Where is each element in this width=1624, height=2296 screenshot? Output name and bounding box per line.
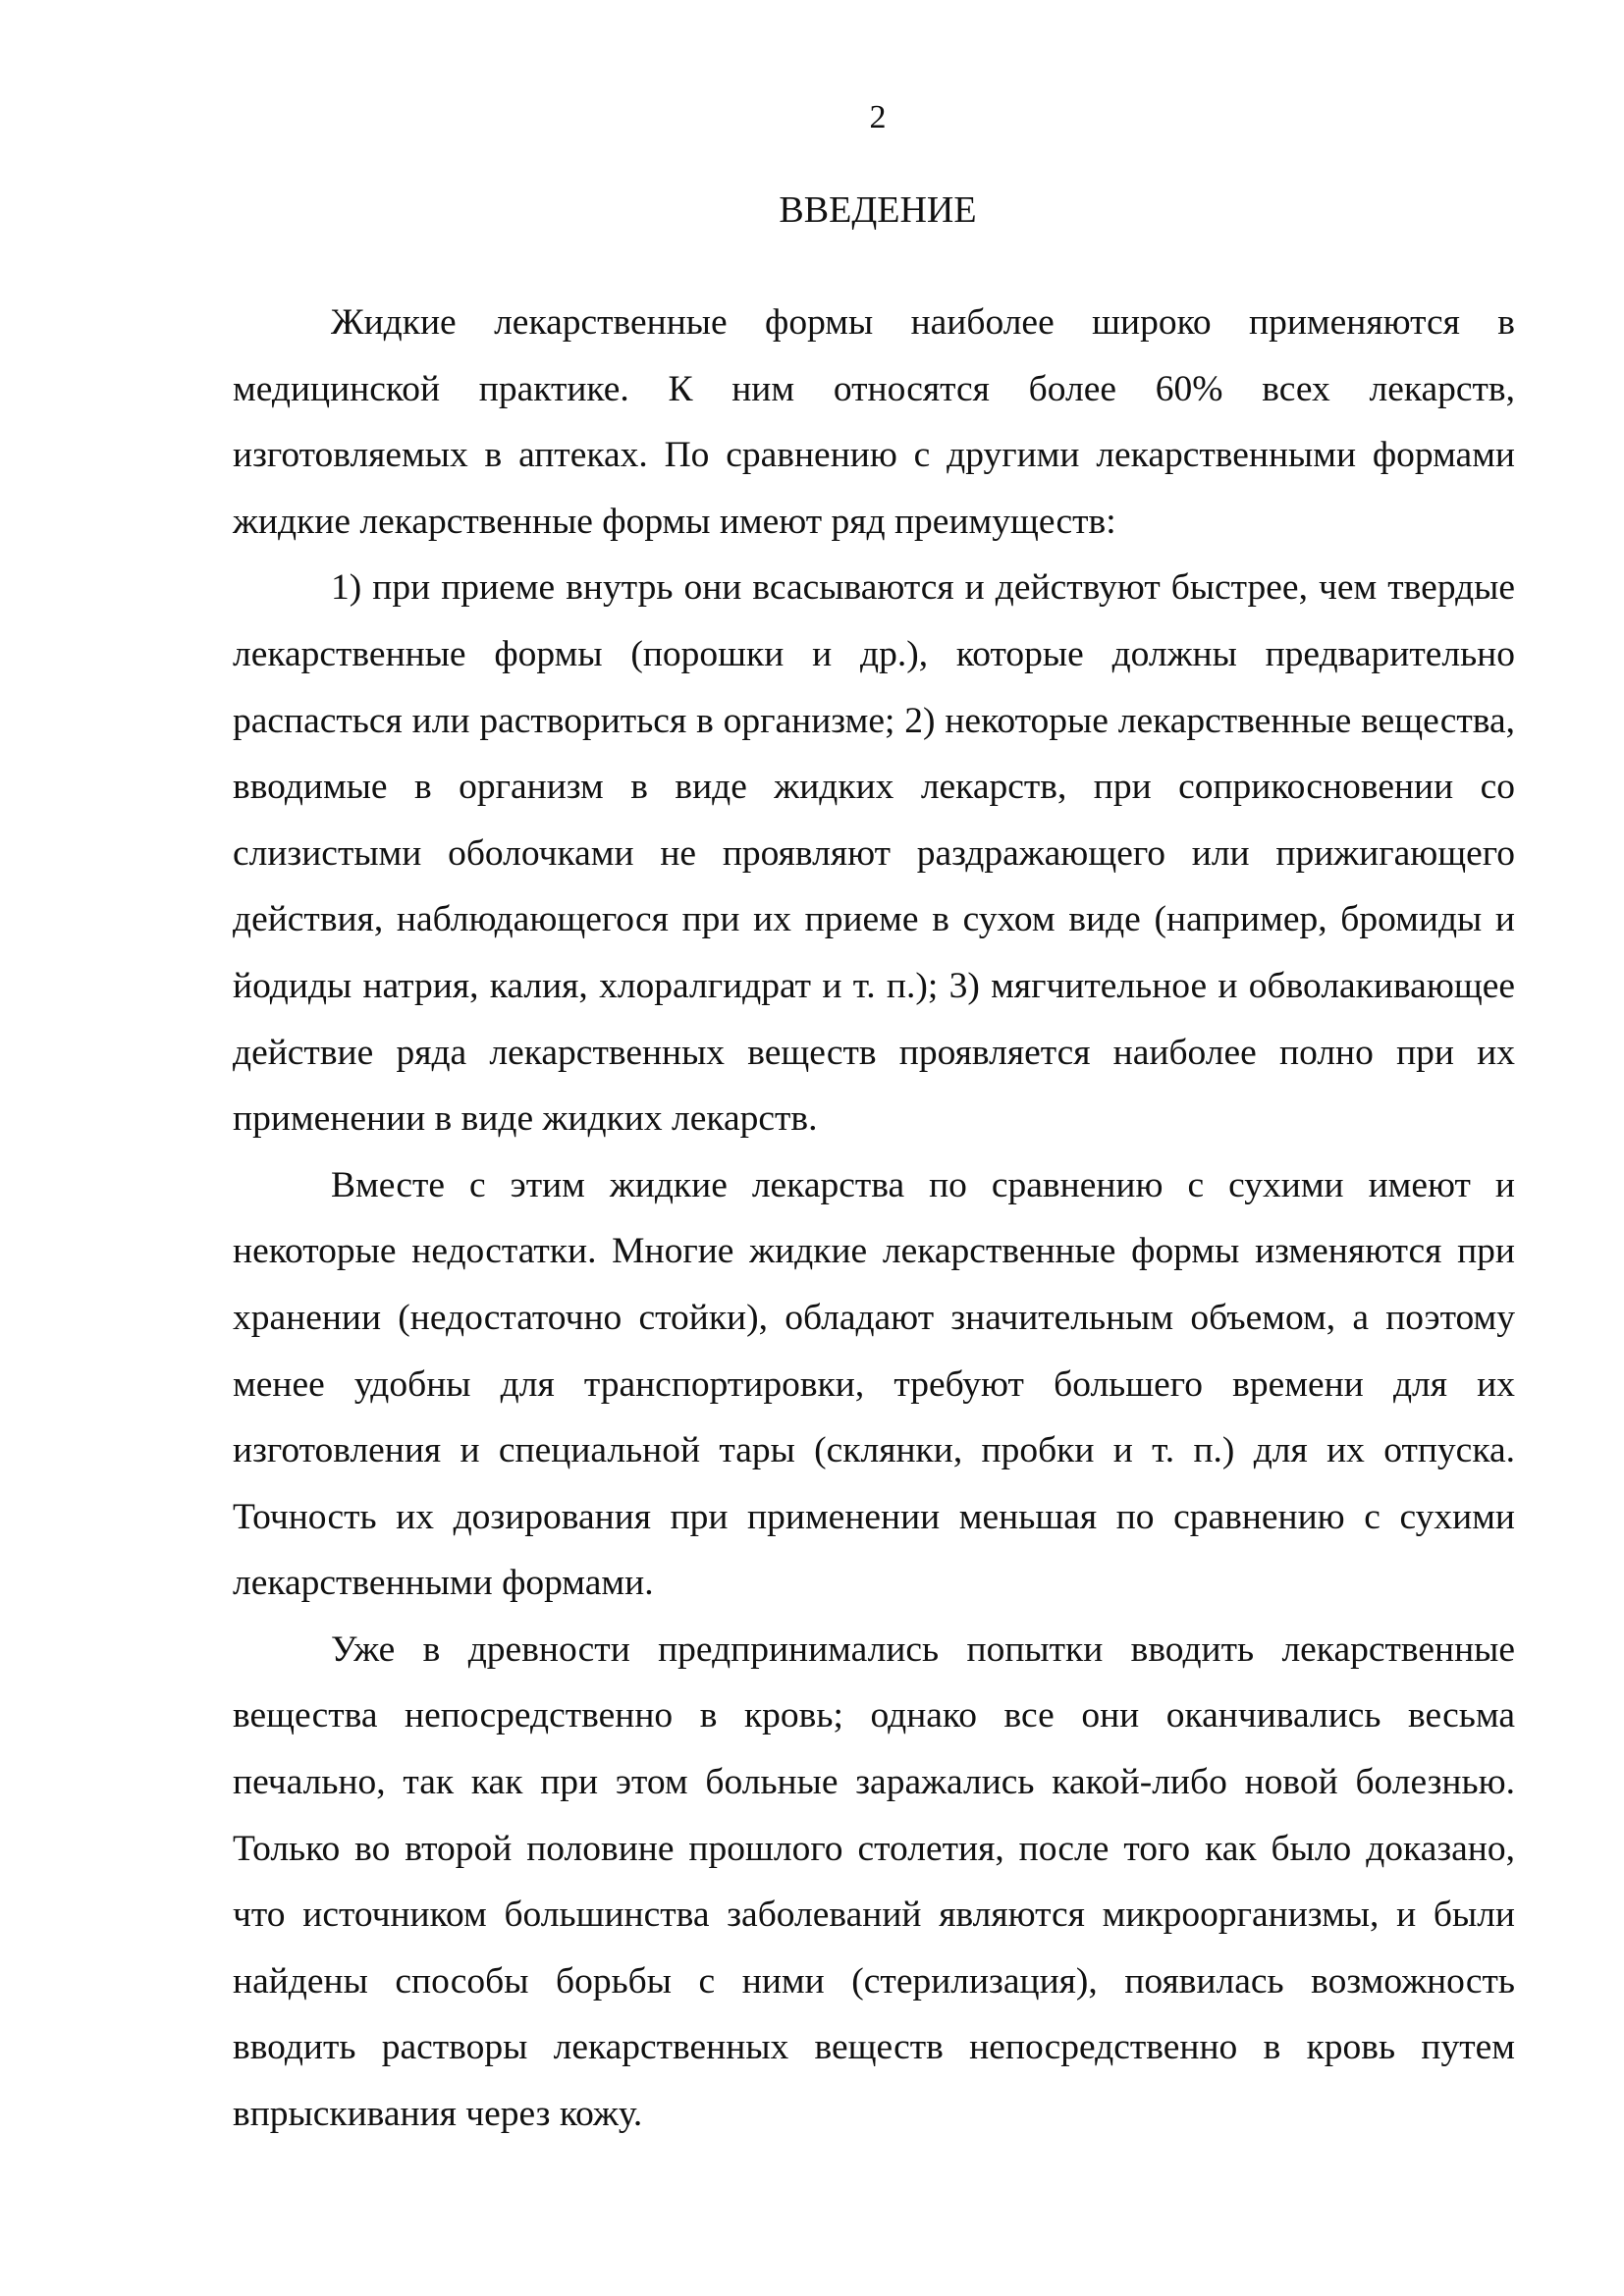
section-heading: ВВЕДЕНИЕ xyxy=(779,189,977,231)
paragraph-2: 1) при приеме внутрь они всасываются и действуют быстрее, чем твердые лекарственные формы (порошки и др.), которые должны предварительно распасться или раствориться в организме; 2) некоторые лекарственные вещества, вводимые в организм в виде жидких лекарств, при соприкосновении со слизистыми оболочками не проявляют раздражающего или прижигающего действия, наблюдающегося при их приеме в сухом виде (например, бромиды и йодиды натрия, калия, хлоралгидрат и т. п.); 3) мягчительное и обволакивающее действие ряда лекарственных веществ проявляется наиболее полно при их применении в виде жидких лекарств. xyxy=(233,567,1515,1140)
body-text xyxy=(233,290,1515,2148)
paragraph-3: Вместе с этим жидкие лекарства по сравнению с сухими имеют и некоторые недостатки. Многие жидкие лекарственные формы изменяются при хранении (недостаточно стойки), обладают значительным объемом, а поэтому менее удобны для транспортировки, требуют большего времени для их изготовления и специальной тары (склянки, пробки и т. п.) для их отпуска. Точность их дозирования при применении меньшая по сравнению с сухими лекарственными формами. xyxy=(233,1164,1515,1604)
paragraph-1: Жидкие лекарственные формы наиболее широко применяются в медицинской практике. К ним относятся более 60% всех лекарств, изготовляемых в аптеках. По сравнению с другими лекарственными формами жидкие лекарственные формы имеют ряд преимуществ: xyxy=(233,302,1515,542)
page-number: 2 xyxy=(869,99,887,135)
paragraph-4: Уже в древности предпринимались попытки вводить лекарственные вещества непосредственно в кровь; однако все они оканчивались весьма печально, так как при этом больные заражались какой-либо новой болезнью. Только во второй половине прошлого столетия, после того как было доказано, что источником большинства заболеваний являются микроорганизмы, и были найдены способы борьбы с ними (стерилизация), появилась возможность вводить растворы лекарственных веществ непосредственно в кровь путем впрыскивания через кожу. xyxy=(233,1629,1515,2135)
